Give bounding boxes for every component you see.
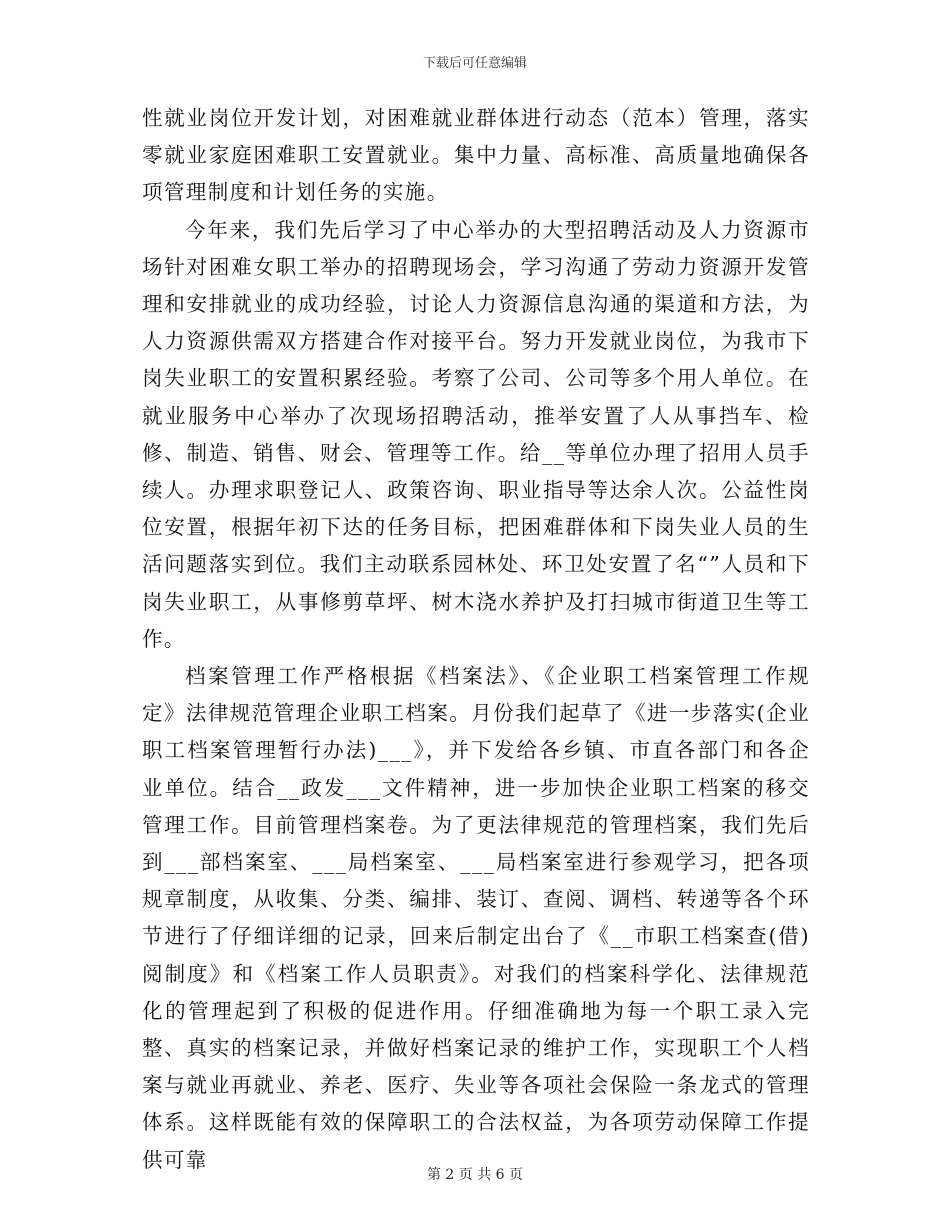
page-number: 第 2 页 共 6 页	[426, 1167, 524, 1183]
paragraph-2: 今年来，我们先后学习了中心举办的大型招聘活动及人力资源市场针对困难女职工举办的招聘现场会，学习沟通了劳动力资源开发管理和安排就业的成功经验，讨论人力资源信息沟通的渠道和方法，为人力资源供需双方搭建合作对接平台。努力开发就业岗位，为我市下岗失业职工的安置积累经验。考察了公司、公司等多个用人单位。在就业服务中心举办了次现场招聘活动，推举安置了人从事挡车、检修、制造、销售、财会、管理等工作。给__等单位办理了招用人员手续人。办理求职登记人、政策咨询、职业指导等达余人次。公益性岗位安置，根据年初下达的任务目标，把困难群体和下岗失业人员的生活问题落实到位。我们主动联系园林处、环卫处安置了名“”人员和下岗失业职工，从事修剪草坪、树木浇水养护及打扫城市街道卫生等工作。	[142, 217, 810, 651]
header-note: 下载后可任意编辑	[422, 56, 527, 71]
document-body	[142, 100, 810, 1179]
paragraph-1: 性就业岗位开发计划，对困难就业群体进行动态（范本）管理，落实零就业家庭困难职工安置就业。集中力量、高标准、高质量地确保各项管理制度和计划任务的实施。	[142, 106, 810, 205]
page-footer	[0, 1164, 950, 1184]
paragraph-3: 档案管理工作严格根据《档案法》、《企业职工档案管理工作规定》法律规范管理企业职工档案。月份我们起草了《进一步落实(企业职工档案管理暂行办法)___》，并下发给各乡镇、市直各部门和各企业单位。结合__政发___文件精神，进一步加快企业职工档案的移交管理工作。目前管理档案卷。为了更法律规范的管理档案，我们先后到___部档案室、___局档案室、___局档案室进行参观学习，把各项规章制度，从收集、分类、编排、装订、查阅、调档、转递等各个环节进行了仔细详细的记录，回来后制定出台了《__市职工档案查(借)阅制度》和《档案工作人员职责》。对我们的档案科学化、法律规范化的管理起到了积极的促进作用。仔细准确地为每一个职工录入完整、真实的档案记录，并做好档案记录的维护工作，实现职工个人档案与就业再就业、养老、医疗、失业等各项社会保险一条龙式的管理体系。这样既能有效的保障职工的合法权益，为各项劳动保障工作提供可靠	[142, 664, 810, 1172]
page-header	[0, 52, 950, 71]
